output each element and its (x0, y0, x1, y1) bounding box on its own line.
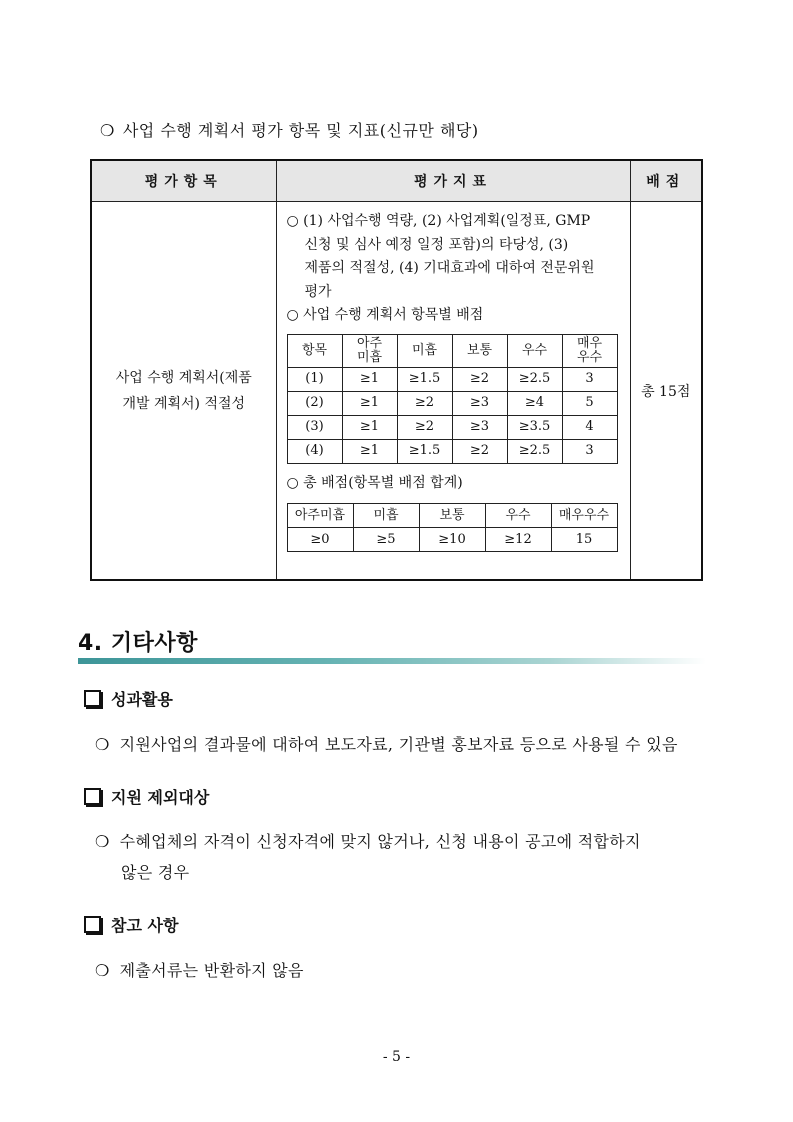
score-header-text: 보통 (466, 342, 493, 358)
score-table-cell: 3 (562, 439, 617, 463)
subsection-heading (84, 687, 173, 710)
score-table-cell: ≥1 (342, 415, 397, 439)
score-header-text: 미흡 (356, 349, 383, 365)
score-header-text: 아주 (356, 335, 383, 351)
score-table-cell: ≥3 (452, 391, 507, 415)
list-item-continuation: 않은 경우 (121, 863, 190, 882)
score-header-cell (507, 334, 562, 367)
indicator-text: 총 배점(항목별 배점 합계) (303, 474, 463, 491)
total-header-cell: 매우우수 (551, 504, 617, 528)
score-table-cell: ≥2.5 (507, 367, 562, 391)
indicator-text: 평가 (304, 283, 332, 300)
score-table-cell: ≥3.5 (507, 415, 562, 439)
indicator-text: 사업 수행 계획서 항목별 배점 (303, 307, 484, 323)
subsection-heading (84, 913, 178, 936)
circle-bullet-icon: ❍ (100, 121, 115, 140)
section-title-underline (78, 658, 706, 664)
score-header-cell (452, 334, 507, 367)
section-title: 4. 기타사항 (78, 631, 198, 656)
subsection-heading-text: 성과활용 (111, 690, 173, 709)
score-table-cell: 3 (562, 367, 617, 391)
score-table-cell: ≥2 (397, 415, 452, 439)
evaluation-table-header (91, 160, 702, 202)
header-indicator: 평가지표 (276, 160, 630, 202)
score-table-cell: ≥1 (342, 367, 397, 391)
total-header-cell: 보통 (419, 504, 485, 528)
indicator-bullet-1 (287, 210, 622, 234)
circle-bullet-icon: ❍ (95, 961, 110, 980)
score-header-cell (397, 334, 452, 367)
indicator-bullet-2 (287, 304, 622, 328)
score-by-item-table (287, 334, 618, 464)
total-value-cell: ≥5 (353, 528, 419, 552)
circle-bullet-icon: ❍ (95, 832, 110, 851)
evaluation-item-line: 사업 수행 계획서(제품 (115, 369, 252, 386)
score-table-cell: ≥2 (452, 439, 507, 463)
score-header-text: 우수 (576, 349, 603, 365)
evaluation-indicator-cell (276, 202, 630, 581)
header-item: 평가항목 (91, 160, 276, 202)
circle-bullet-icon: ❍ (95, 735, 110, 754)
score-header-cell (342, 334, 397, 367)
score-table-cell: (2) (287, 391, 342, 415)
checkbox-square-icon (84, 788, 101, 805)
score-table-cell: 5 (562, 391, 617, 415)
list-item-text: 수혜업체의 자격이 신청자격에 맞지 않거나, 신청 내용이 공고에 적합하지 (119, 832, 641, 851)
score-header-cell (562, 334, 617, 367)
small-circle-icon: ○ (286, 213, 299, 229)
indicator-text: 제품의 적절성, (4) 기대효과에 대하여 전문위원 (304, 260, 595, 276)
list-item (95, 732, 678, 755)
subsection-heading-text: 지원 제외대상 (111, 788, 210, 807)
small-circle-icon: ○ (286, 307, 299, 323)
score-table-row (287, 391, 617, 415)
total-value-cell: ≥10 (419, 528, 485, 552)
score-table-cell: ≥4 (507, 391, 562, 415)
score-table-row (287, 367, 617, 391)
subsection-heading (84, 785, 209, 808)
total-value-cell: ≥12 (485, 528, 551, 552)
score-table-row (287, 439, 617, 463)
checkbox-square-icon (84, 916, 101, 933)
score-table-cell: (4) (287, 439, 342, 463)
total-table-values (287, 528, 617, 552)
list-item (95, 958, 304, 981)
total-value-cell: ≥0 (287, 528, 353, 552)
score-table-cell: ≥1 (342, 391, 397, 415)
score-header-text: 미흡 (411, 342, 438, 358)
total-score-table (287, 503, 618, 552)
score-table-cell: ≥2.5 (507, 439, 562, 463)
intro-line (100, 118, 479, 141)
intro-text: 사업 수행 계획서 평가 항목 및 지표(신규만 해당) (122, 121, 479, 140)
evaluation-table (90, 159, 703, 581)
score-table-cell: ≥2 (452, 367, 507, 391)
total-header-cell: 우수 (485, 504, 551, 528)
score-table-row (287, 415, 617, 439)
score-table-cell: 4 (562, 415, 617, 439)
score-table-cell: ≥1.5 (397, 439, 452, 463)
subsection-heading-text: 참고 사항 (111, 916, 179, 935)
score-table-cell: ≥1.5 (397, 367, 452, 391)
small-circle-icon: ○ (286, 474, 299, 491)
score-table-cell: (3) (287, 415, 342, 439)
total-header-cell: 미흡 (353, 504, 419, 528)
score-header-cell (287, 334, 342, 367)
total-header-cell: 아주미흡 (287, 504, 353, 528)
page-number: - 5 - (382, 1049, 411, 1065)
total-value-cell: 15 (551, 528, 617, 552)
indicator-text: (1) 사업수행 역량, (2) 사업계획(일정표, GMP (303, 213, 591, 229)
list-item-text: 지원사업의 결과물에 대하여 보도자료, 기관별 홍보자료 등으로 사용될 수 있음 (119, 735, 678, 754)
score-header-text: 항목 (301, 342, 328, 358)
total-table-header (287, 504, 617, 528)
list-item (95, 829, 641, 852)
score-table-cell: (1) (287, 367, 342, 391)
score-table-cell: ≥1 (342, 439, 397, 463)
evaluation-table-row (91, 202, 702, 581)
list-item-text: 제출서류는 반환하지 않음 (119, 961, 304, 980)
indicator-text: 신청 및 심사 예정 일정 포함)의 타당성, (3) (304, 236, 569, 253)
score-header-text: 매우 (576, 335, 603, 351)
score-table-cell: ≥3 (452, 415, 507, 439)
score-header-text: 우수 (521, 342, 548, 358)
evaluation-item-cell (91, 202, 276, 581)
evaluation-item-line: 개발 계획서) 적절성 (122, 395, 246, 412)
indicator-bullet-3 (287, 472, 622, 496)
score-table-body (287, 367, 617, 463)
checkbox-square-icon (84, 690, 101, 707)
header-score: 배점 (630, 160, 702, 202)
score-table-cell: ≥2 (397, 391, 452, 415)
score-table-header (287, 334, 617, 367)
score-cell: 총 15점 (630, 202, 702, 581)
